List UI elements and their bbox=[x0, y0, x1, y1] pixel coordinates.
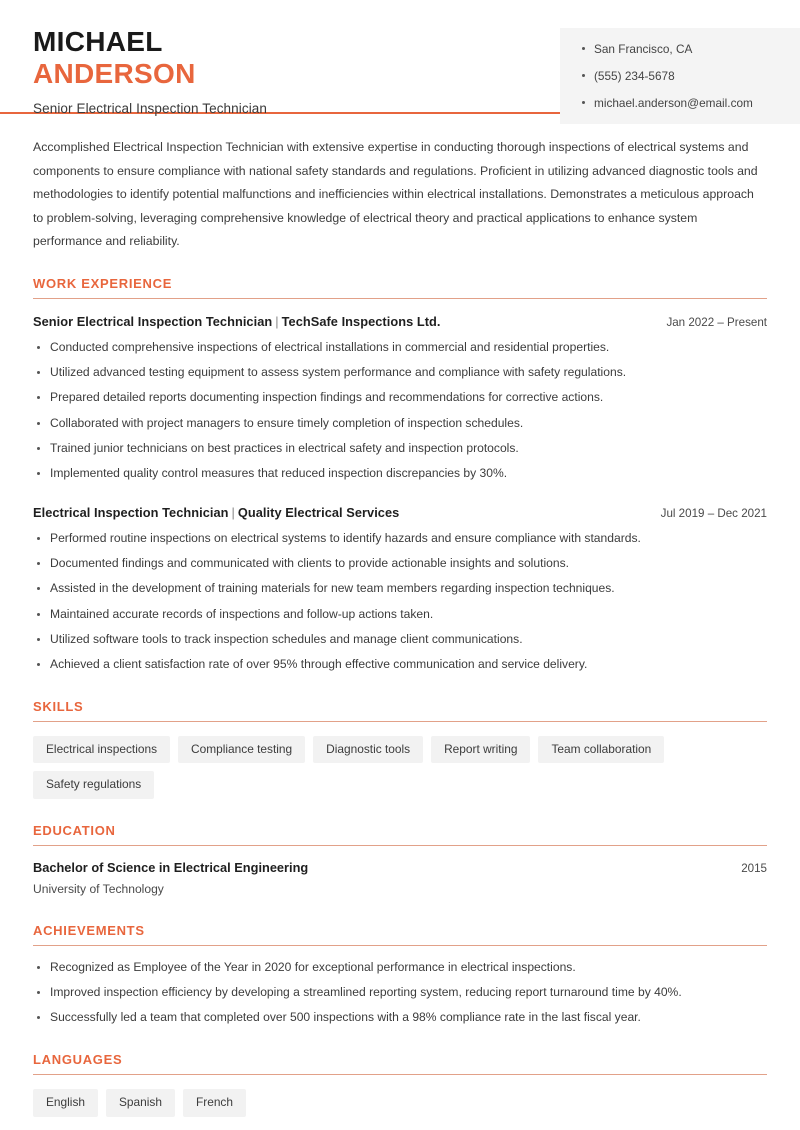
section-title-achievements: ACHIEVEMENTS bbox=[33, 923, 145, 939]
achievement-item: Recognized as Employee of the Year in 2020 for exceptional performance in electrical inspections. bbox=[33, 960, 767, 976]
contact-item-location: San Francisco, CA bbox=[582, 42, 800, 56]
skill-chip: Electrical inspections bbox=[33, 736, 170, 764]
resume-content bbox=[0, 136, 800, 1117]
job-company: Quality Electrical Services bbox=[237, 504, 400, 520]
job-bullet: Performed routine inspections on electrical systems to identify hazards and ensure compliance with standards. bbox=[33, 531, 767, 547]
job-bullet: Implemented quality control measures that reduced inspection discrepancies by 30%. bbox=[33, 466, 767, 482]
job-separator: | bbox=[275, 314, 279, 330]
job-role: Electrical Inspection Technician bbox=[33, 504, 229, 520]
job-bullet: Assisted in the development of training materials for new team members regarding inspection techniques. bbox=[33, 581, 767, 597]
job-company: TechSafe Inspections Ltd. bbox=[281, 314, 441, 330]
job-bullet: Achieved a client satisfaction rate of over 95% through effective communication and service delivery. bbox=[33, 657, 767, 673]
achievement-list bbox=[33, 960, 767, 1026]
job-bullet: Maintained accurate records of inspections and follow-up actions taken. bbox=[33, 607, 767, 623]
job-header bbox=[33, 504, 767, 522]
contact-item-email[interactable]: michael.anderson@email.com bbox=[582, 96, 800, 110]
skill-chip: Report writing bbox=[431, 736, 530, 764]
education-year: 2015 bbox=[741, 862, 767, 876]
education-school: University of Technology bbox=[33, 882, 164, 897]
skill-chip: Diagnostic tools bbox=[313, 736, 423, 764]
language-chip: French bbox=[183, 1089, 246, 1117]
section-title-languages: LANGUAGES bbox=[33, 1052, 123, 1068]
contact-list bbox=[582, 42, 800, 110]
job-dates: Jul 2019 – Dec 2021 bbox=[660, 506, 767, 520]
job-header bbox=[33, 313, 767, 331]
section-divider bbox=[33, 298, 767, 299]
job-bullet: Trained junior technicians on best practices in electrical safety and inspection protocols. bbox=[33, 441, 767, 457]
job-bullet: Conducted comprehensive inspections of electrical installations in commercial and residential properties. bbox=[33, 340, 767, 356]
section-title-work-experience: WORK EXPERIENCE bbox=[33, 276, 173, 292]
achievement-item: Successfully led a team that completed over 500 inspections with a 98% compliance rate in the last fiscal year. bbox=[33, 1010, 767, 1026]
contact-item-phone[interactable]: (555) 234-5678 bbox=[582, 69, 800, 83]
job-title-company bbox=[33, 313, 441, 331]
job-dates: Jan 2022 – Present bbox=[666, 316, 767, 330]
skill-chip: Team collaboration bbox=[538, 736, 664, 764]
job-separator: | bbox=[231, 504, 235, 520]
resume-header bbox=[0, 0, 800, 116]
job-bullet: Utilized software tools to track inspection schedules and manage client communications. bbox=[33, 632, 767, 648]
job-bullet: Collaborated with project managers to ensure timely completion of inspection schedules. bbox=[33, 416, 767, 432]
education-header bbox=[33, 860, 767, 875]
job-role: Senior Electrical Inspection Technician bbox=[33, 314, 273, 330]
job-bullet: Prepared detailed reports documenting inspection findings and recommendations for corrective actions. bbox=[33, 390, 767, 406]
job-bullet-list bbox=[33, 531, 767, 673]
education-degree: Bachelor of Science in Electrical Engineering bbox=[33, 860, 309, 876]
section-work-experience bbox=[33, 276, 767, 673]
professional-summary: Accomplished Electrical Inspection Technician with extensive expertise in conducting thorough inspections of electrical systems and components to ensure compliance with national safety standards and regulations. Proficient in utilizing advanced diagnostic tools and methodologies to identify potential malfunctions and inefficiencies within electrical installations. Demonstrates a meticulous approach to problem-solving, leveraging comprehensive knowledge of electrical theory and practical applications to enhance system performance and reliability. bbox=[33, 140, 758, 249]
languages-chip-list bbox=[33, 1089, 767, 1117]
achievement-item: Improved inspection efficiency by developing a streamlined reporting system, reducing report turnaround time by 40%. bbox=[33, 985, 767, 1001]
section-title-education: EDUCATION bbox=[33, 823, 116, 839]
language-chip: English bbox=[33, 1089, 98, 1117]
job-title-company bbox=[33, 504, 399, 522]
contact-box bbox=[560, 28, 800, 124]
section-divider bbox=[33, 945, 767, 946]
section-divider bbox=[33, 845, 767, 846]
last-name: ANDERSON bbox=[33, 57, 196, 89]
skill-chip: Compliance testing bbox=[178, 736, 305, 764]
section-achievements bbox=[33, 923, 767, 1026]
job-entry bbox=[33, 504, 767, 673]
language-chip: Spanish bbox=[106, 1089, 175, 1117]
education-entry bbox=[33, 860, 767, 896]
section-education bbox=[33, 823, 767, 896]
section-languages bbox=[33, 1052, 767, 1117]
job-bullet-list bbox=[33, 340, 767, 482]
first-name: MICHAEL bbox=[33, 26, 163, 57]
job-entry bbox=[33, 313, 767, 482]
job-bullet: Documented findings and communicated with clients to provide actionable insights and solutions. bbox=[33, 556, 767, 572]
section-divider bbox=[33, 721, 767, 722]
professional-title: Senior Electrical Inspection Technician bbox=[33, 100, 268, 116]
job-bullet: Utilized advanced testing equipment to assess system performance and compliance with safety regulations. bbox=[33, 365, 767, 381]
section-divider bbox=[33, 1074, 767, 1075]
identity-block bbox=[0, 18, 267, 116]
section-title-skills: SKILLS bbox=[33, 698, 84, 714]
skills-chip-list bbox=[33, 736, 767, 799]
skill-chip: Safety regulations bbox=[33, 771, 154, 799]
section-skills bbox=[33, 699, 767, 799]
